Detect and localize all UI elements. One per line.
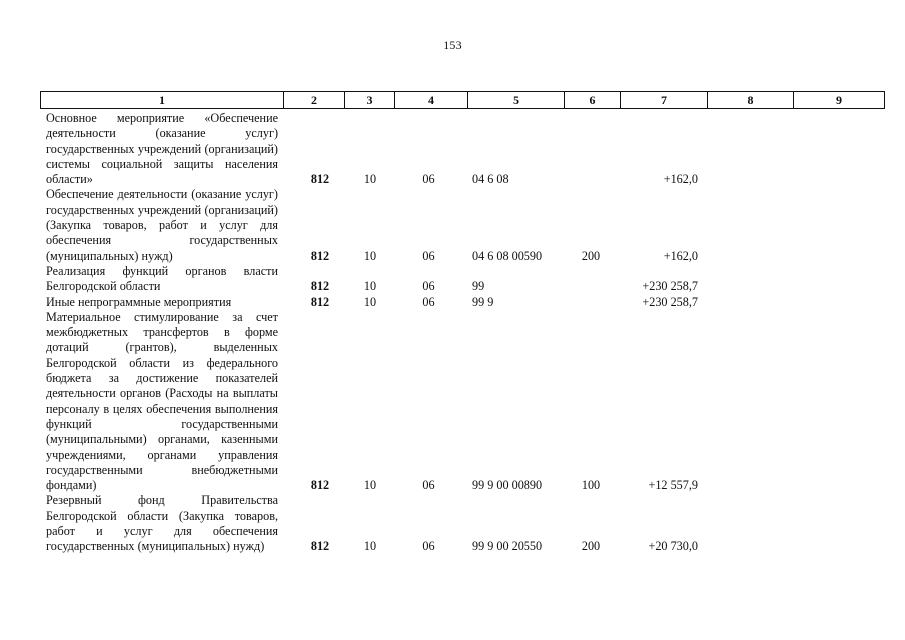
row-code-section: 10	[363, 172, 377, 187]
budget-rows	[40, 111, 884, 555]
row-code-section: 10	[363, 279, 377, 294]
row-code-expense-type: 200	[581, 248, 601, 263]
row-code-expense-type: 100	[581, 478, 601, 493]
row-code-target: 04 6 08 00590	[472, 248, 543, 263]
column-header-row	[41, 92, 885, 109]
row-code-ministry: 812	[310, 248, 330, 263]
row-name: Реализация функций органов власти Белгородской области	[46, 263, 278, 294]
row-code-subsection: 06	[422, 248, 435, 263]
table-row	[40, 310, 884, 494]
row-amount: +12 557,9	[648, 478, 698, 493]
column-header-9: 9	[794, 92, 885, 109]
row-code-subsection: 06	[422, 294, 435, 309]
table-row	[40, 493, 884, 554]
row-code-ministry: 812	[310, 539, 330, 554]
row-name: Резервный фонд Правительства Белгородской области (Закупка товаров, работ и услуг для обеспечения государственных (муниципальных) нужд)	[46, 493, 278, 554]
row-amount: +230 258,7	[642, 279, 698, 294]
row-code-section: 10	[363, 539, 377, 554]
row-code-expense-type: 200	[581, 539, 601, 554]
row-code-section: 10	[363, 478, 377, 493]
row-code-target: 99	[472, 279, 485, 294]
row-code-ministry: 812	[310, 279, 330, 294]
row-amount: +20 730,0	[648, 539, 698, 554]
column-header-6: 6	[565, 92, 621, 109]
row-code-subsection: 06	[422, 172, 435, 187]
column-header-5: 5	[468, 92, 565, 109]
column-header-1: 1	[41, 92, 284, 109]
column-header-2: 2	[284, 92, 345, 109]
page-number: 153	[443, 38, 462, 52]
row-code-ministry: 812	[310, 478, 330, 493]
row-code-ministry: 812	[310, 294, 330, 309]
row-code-target: 04 6 08	[472, 172, 509, 187]
row-code-subsection: 06	[422, 279, 435, 294]
column-header-8: 8	[708, 92, 794, 109]
row-code-ministry: 812	[310, 172, 330, 187]
column-header-4: 4	[395, 92, 468, 109]
column-header-3: 3	[345, 92, 395, 109]
row-code-subsection: 06	[422, 478, 435, 493]
row-amount: +162,0	[663, 172, 698, 187]
row-code-target: 99 9 00 00890	[472, 478, 543, 493]
row-code-section: 10	[363, 248, 377, 263]
table-row	[40, 187, 884, 263]
row-name: Материальное стимулирование за счет межбюджетных трансфертов в форме дотаций (грантов), выделенных Белгородской области из федерального бюджета за достижение показателей деятельности органов (Расходы на выплаты персоналу в целях обеспечения выполнения функций государственными (муниципальными) органами, казенными учреждениями, органами управления государственными внебюджетными фондами)	[46, 309, 278, 493]
row-name: Основное мероприятие «Обеспечение деятельности (оказание услуг) государственных учреждений (организаций) системы социальной защиты населения области»	[46, 111, 278, 187]
table-row	[40, 111, 884, 187]
row-name: Иные непрограммные мероприятия	[46, 294, 232, 309]
column-header-7: 7	[621, 92, 708, 109]
row-code-section: 10	[363, 294, 377, 309]
row-name: Обеспечение деятельности (оказание услуг) государственных учреждений (организаций) (Закупка товаров, работ и услуг для обеспечения государственных (муниципальных) нужд)	[46, 187, 278, 263]
row-code-target: 99 9 00 20550	[472, 539, 543, 554]
table-row	[40, 295, 884, 310]
column-header-table	[40, 91, 885, 109]
row-amount: +162,0	[663, 248, 698, 263]
row-code-target: 99 9	[472, 294, 494, 309]
row-code-subsection: 06	[422, 539, 435, 554]
row-amount: +230 258,7	[642, 294, 698, 309]
table-row	[40, 264, 884, 295]
